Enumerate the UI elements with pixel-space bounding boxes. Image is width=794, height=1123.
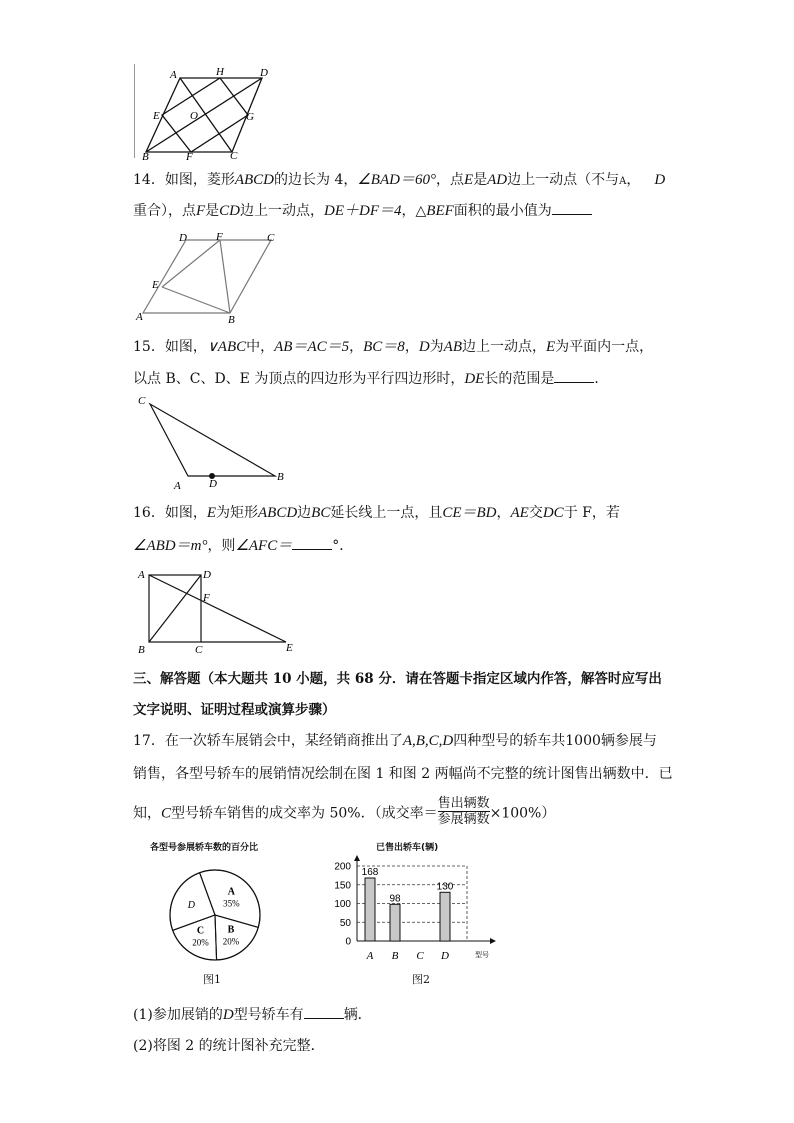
bar-title: 已售出轿车(辆) bbox=[376, 843, 439, 853]
label-B: B bbox=[142, 151, 149, 163]
label-E: E bbox=[152, 279, 159, 291]
label-F: F bbox=[186, 151, 193, 163]
label-D: D bbox=[260, 67, 268, 79]
q14-line1: 14．如图，菱形ABCD的边长为 4，∠BAD＝60°，点E是AD边上一动点（不与A， D bbox=[133, 172, 666, 188]
label-F: F bbox=[216, 231, 223, 243]
label-B: B bbox=[277, 471, 284, 483]
label-C: C bbox=[230, 150, 238, 162]
label-G: G bbox=[246, 111, 254, 123]
x-tick-B: B bbox=[391, 950, 399, 962]
q15-line2: 以点 B、C、D、E 为顶点的四边形为平行四边形时，DE长的范围是 ． bbox=[133, 368, 608, 389]
label-C: C bbox=[138, 395, 146, 407]
y-tick-label: 100 bbox=[334, 899, 351, 910]
bar-value-D: 130 bbox=[436, 881, 454, 893]
q17-sub1: (1)参加展销的D型号轿车有 辆． bbox=[133, 1004, 372, 1025]
x-tick-C: C bbox=[416, 950, 424, 962]
label-A: A bbox=[136, 311, 143, 323]
q17-line1: 17．在一次轿车展销会中，某经销商推出了A,B,C,D四种型号的轿车共1000辆参展与 bbox=[133, 733, 657, 749]
pie-pct-C: 20% bbox=[192, 937, 209, 948]
q17-answer-blank[interactable] bbox=[304, 1004, 344, 1019]
pie-chart bbox=[160, 860, 270, 970]
bar-B bbox=[390, 904, 400, 941]
label-H: H bbox=[216, 66, 224, 78]
figure-q16 bbox=[133, 565, 308, 657]
label-B: B bbox=[228, 314, 235, 326]
label-F: F bbox=[203, 592, 210, 604]
q17-line2: 销售，各型号轿车的展销情况绘制在图 1 和图 2 两幅尚不完整的统计图售出辆数中．已 bbox=[133, 766, 673, 782]
label-D: D bbox=[179, 232, 187, 244]
label-D: D bbox=[203, 569, 211, 581]
q15-answer-blank[interactable] bbox=[554, 368, 594, 383]
x-axis-arrow bbox=[490, 938, 496, 944]
pie-label-D: D bbox=[187, 900, 196, 911]
pie-label-B: B bbox=[227, 924, 235, 936]
pie-label-A: A bbox=[227, 886, 236, 898]
q17-sub2: (2)将图 2 的统计图补充完整． bbox=[133, 1038, 325, 1054]
label-E: E bbox=[286, 642, 293, 654]
y-tick-label: 200 bbox=[334, 861, 351, 873]
figure-q15 bbox=[133, 392, 293, 492]
label-A: A bbox=[138, 569, 145, 581]
q17-line3: 知，C型号轿车销售的成交率为 50%．（成交率＝ 售出辆数 参展辆数 ×100%） bbox=[133, 796, 556, 827]
figure-q13 bbox=[138, 64, 278, 164]
q16-line1: 16．如图，E为矩形ABCD边BC延长线上一点，且CE＝BD，AE交DC于 F，若 bbox=[133, 505, 620, 521]
q16-answer-blank[interactable] bbox=[292, 535, 332, 550]
y-tick-label: 0 bbox=[345, 936, 351, 948]
left-margin-line bbox=[134, 64, 135, 158]
x-tick-A: A bbox=[366, 950, 374, 962]
q14-line2: 重合），点F是CD边上一动点，DE＋DF＝4，△BEF面积的最小值为 bbox=[133, 200, 592, 221]
label-C: C bbox=[195, 644, 203, 656]
label-A: A bbox=[170, 69, 177, 81]
y-tick-label: 50 bbox=[339, 917, 351, 929]
bar-chart bbox=[325, 855, 500, 967]
q16-line2: ∠ABD＝m°，则∠AFC＝ °． bbox=[133, 535, 353, 556]
section-3-heading-line2: 文字说明、证明过程或演算步骤） bbox=[133, 702, 336, 718]
pie-pct-B: 20% bbox=[222, 936, 240, 947]
label-D: D bbox=[209, 478, 217, 490]
rate-fraction: 售出辆数 参展辆数 bbox=[437, 796, 490, 827]
q14-answer-blank[interactable] bbox=[552, 200, 592, 215]
pie-title: 各型号参展轿车数的百分比 bbox=[150, 843, 259, 853]
section-3-heading-line1: 三、解答题（本大题共 10 小题，共 68 分．请在答题卡指定区域内作答，解答时应写出 bbox=[133, 671, 662, 687]
pie-caption: 图1 bbox=[203, 973, 221, 986]
bar-value-A: 168 bbox=[361, 867, 379, 878]
label-E: E bbox=[153, 110, 160, 122]
pie-pct-A: 35% bbox=[223, 898, 240, 909]
bar-caption: 图2 bbox=[412, 973, 430, 986]
q15-line1: 15．如图，∨ABC中，AB＝AC＝5，BC＝8，D为AB边上一动点，E为平面内一点， bbox=[133, 339, 654, 355]
bar-A bbox=[365, 878, 375, 941]
y-tick-label: 150 bbox=[334, 880, 351, 892]
x-tick-D: D bbox=[441, 950, 449, 962]
label-O: O bbox=[190, 110, 198, 122]
figure-q14 bbox=[133, 230, 283, 326]
y-axis-arrow bbox=[354, 855, 360, 861]
bar-value-B: 98 bbox=[389, 893, 401, 905]
x-axis-label: 型号 bbox=[475, 951, 489, 959]
label-B: B bbox=[138, 644, 145, 656]
bar-D bbox=[440, 892, 450, 941]
label-A: A bbox=[174, 480, 181, 492]
label-C: C bbox=[267, 232, 275, 244]
pie-label-C: C bbox=[196, 925, 205, 937]
